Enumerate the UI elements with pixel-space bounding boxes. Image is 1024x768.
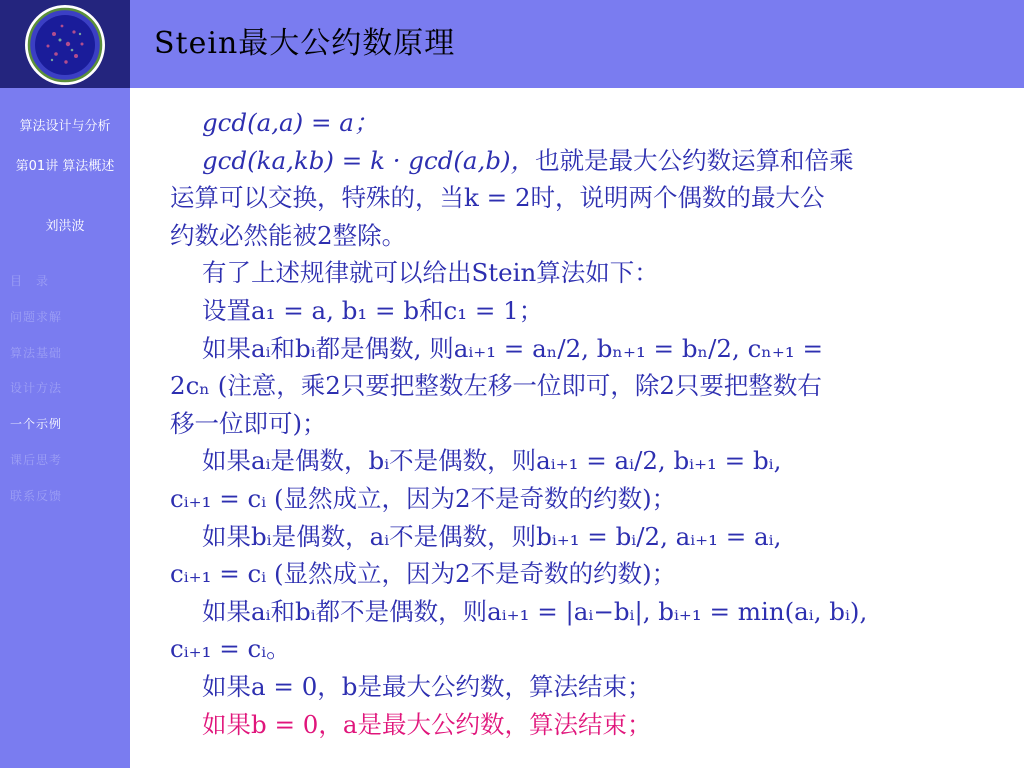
lecture-title: 第01讲 算法概述 bbox=[15, 159, 115, 174]
content-line: 移一位即可)； bbox=[170, 408, 327, 438]
content-line: 如果bᵢ是偶数，aᵢ不是偶数，则bᵢ₊₁ = bᵢ/2, aᵢ₊₁ = aᵢ, bbox=[202, 521, 782, 551]
nav-item-homework[interactable]: 课后思考 bbox=[10, 453, 63, 467]
nav-item-feedback[interactable]: 联系反馈 bbox=[10, 489, 63, 503]
course-title: 算法设计与分析 bbox=[19, 119, 111, 134]
nav-item-algorithm-basics[interactable]: 算法基础 bbox=[10, 346, 63, 360]
content-line: 设置a₁ = a, b₁ = b和c₁ = 1； bbox=[202, 295, 544, 325]
content-line: 如果aᵢ是偶数，bᵢ不是偶数，则aᵢ₊₁ = aᵢ/2, bᵢ₊₁ = bᵢ, bbox=[202, 446, 782, 476]
content-line: 2cₙ (注意，乘2只要把整数左移一位即可，除2只要把整数右 bbox=[170, 371, 822, 401]
logo-area bbox=[0, 0, 130, 88]
university-seal-icon bbox=[24, 4, 106, 86]
content-line: 如果a = 0，b是最大公约数，算法结束； bbox=[202, 671, 652, 701]
content-line: 如果aᵢ和bᵢ都不是偶数，则aᵢ₊₁ = |aᵢ−bᵢ|, bᵢ₊₁ = min(aᵢ, bᵢ), bbox=[202, 596, 868, 626]
content-line bbox=[170, 142, 990, 180]
content-line: 运算可以交换，特殊的，当k = 2时，说明两个偶数的最大公 bbox=[170, 183, 825, 213]
nav-item-design-methods[interactable]: 设计方法 bbox=[10, 381, 63, 395]
nav-item-example[interactable]: 一个示例 bbox=[10, 417, 63, 431]
content-line: cᵢ₊₁ = cᵢ。 bbox=[170, 634, 291, 664]
content-line: 如果aᵢ和bᵢ都是偶数, 则aᵢ₊₁ = aₙ/2, bₙ₊₁ = bₙ/2, cₙ₊₁ = bbox=[202, 333, 823, 363]
content-line: cᵢ₊₁ = cᵢ (显然成立，因为2不是奇数的约数)； bbox=[170, 483, 677, 513]
text: 也就是最大公约数运算和倍乘 bbox=[535, 145, 854, 175]
nav-item-problem-solving[interactable]: 问题求解 bbox=[10, 310, 63, 324]
content-line: gcd(a,a) = a； bbox=[202, 108, 379, 137]
content-line: 有了上述规律就可以给出Stein算法如下： bbox=[202, 258, 659, 288]
nav-item-contents[interactable]: 目 录 bbox=[10, 274, 50, 288]
slide-header bbox=[130, 0, 1024, 88]
content-line-highlight: 如果b = 0，a是最大公约数，算法结束； bbox=[202, 709, 652, 739]
slide-title: Stein最大公约数原理 bbox=[154, 26, 456, 61]
slide-content bbox=[170, 104, 990, 743]
author-name: 刘洪波 bbox=[45, 219, 85, 234]
formula: gcd(ka,kb) = k · gcd(a,b)， bbox=[202, 145, 536, 175]
content-line: 约数必然能被2整除。 bbox=[170, 220, 407, 250]
content-line: cᵢ₊₁ = cᵢ (显然成立，因为2不是奇数的约数)； bbox=[170, 559, 677, 589]
